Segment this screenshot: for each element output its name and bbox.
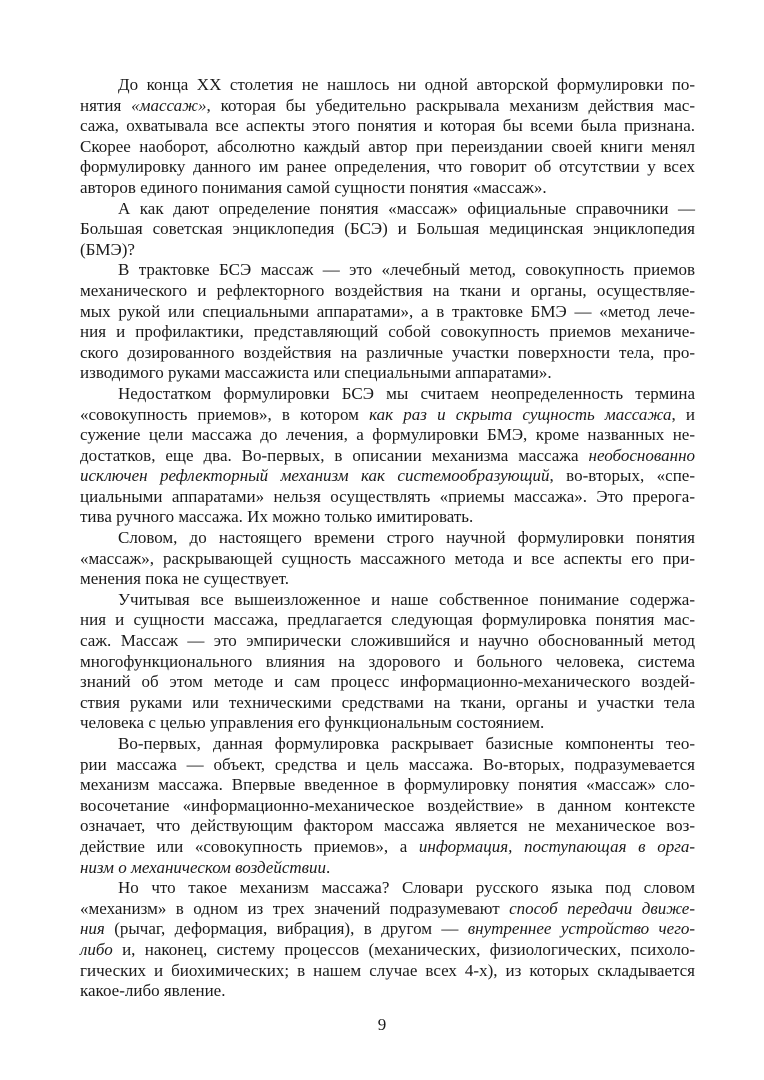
text-segment: (рычаг, деформация, вибрация), в другом —: [104, 919, 468, 939]
text-segment: изводимого руками массажиста или специальными аппаратами».: [80, 363, 552, 383]
text-line: [80, 734, 695, 755]
italic-text: либо: [80, 939, 113, 959]
text-segment: , и: [671, 404, 696, 424]
italic-text: низм о механическом воздействии: [80, 857, 327, 877]
text-line: [80, 590, 695, 611]
text-segment: А как дают определение понятия «массаж» официальные справочники —: [118, 198, 695, 218]
italic-text: способ передачи движе-: [509, 898, 695, 918]
text-segment: Скорее наоборот, абсолютно каждый автор при переиздании своей книги менял: [80, 136, 695, 156]
text-segment: ствия руками или техническими средствами на ткани, органы и участки тела: [80, 692, 695, 712]
text-line: [80, 713, 695, 734]
text-segment: какое-либо явление.: [80, 981, 226, 1001]
text-line: [80, 899, 695, 920]
paragraph: [80, 878, 695, 1002]
text-segment: «массаж», раскрывающей сущность массажного метода и все аспекты его при-: [80, 548, 695, 568]
text-segment: , во-вторых, «спе-: [549, 466, 695, 486]
text-line: [80, 116, 695, 137]
text-line: [80, 796, 695, 817]
paragraph: [80, 528, 695, 590]
text-segment: (БМЭ)?: [80, 239, 135, 259]
text-segment: Недостатком формулировки БСЭ мы считаем неопределенность термина: [118, 383, 695, 403]
text-line: [80, 178, 695, 199]
text-segment: .: [326, 857, 331, 877]
text-segment: авторов единого понимания самой сущности понятия «массаж».: [80, 177, 547, 197]
text-line: [80, 466, 695, 487]
text-line: [80, 219, 695, 240]
text-line: [80, 199, 695, 220]
text-line: [80, 240, 695, 261]
text-line: [80, 837, 695, 858]
paragraph: [80, 590, 695, 734]
text-segment: тива ручного массажа. Их можно только имитировать.: [80, 507, 474, 527]
text-line: [80, 549, 695, 570]
text-line: [80, 507, 695, 528]
text-segment: ния и профилактики, представляющий собой совокупность приемов механиче-: [80, 322, 695, 342]
text-line: [80, 816, 695, 837]
text-line: [80, 919, 695, 940]
text-line: [80, 961, 695, 982]
italic-text: необоснованно: [588, 445, 695, 465]
paragraph: [80, 75, 695, 199]
text-segment: означает, что действующим фактором массажа является не механическое воз-: [80, 816, 695, 836]
text-segment: Большая советская энциклопедия (БСЭ) и Большая медицинская энциклопедия: [80, 219, 695, 239]
text-segment: достатков, еще два. Во-первых, в описании механизма массажа: [80, 445, 589, 465]
italic-text: как раз и скрыта сущность массажа: [369, 404, 672, 424]
text-line: [80, 302, 695, 323]
text-segment: механизм массажа. Впервые введенное в формулировку понятия «массаж» сло-: [80, 775, 695, 795]
text-line: [80, 693, 695, 714]
text-line: [80, 446, 695, 467]
text-segment: «механизм» в одном из трех значений подразумевают: [80, 898, 510, 918]
text-segment: Во-первых, данная формулировка раскрывает базисные компоненты тео-: [118, 734, 695, 753]
italic-text: «массаж»: [131, 95, 207, 115]
text-segment: «совокупность приемов», в котором: [80, 404, 370, 424]
text-segment: и, наконец, систему процессов (механических, физиологических, психоло-: [112, 939, 695, 959]
text-line: [80, 260, 695, 281]
text-line: [80, 281, 695, 302]
text-line: [80, 157, 695, 178]
text-segment: Словом, до настоящего времени строго научной формулировки понятия: [118, 528, 695, 548]
text-segment: восочетание «информационно-механическое воздействие» в данном контексте: [80, 795, 695, 815]
paragraph: [80, 260, 695, 384]
text-line: [80, 75, 695, 96]
text-segment: Но что такое механизм массажа? Словари русского языка под словом: [118, 878, 695, 898]
text-segment: мых рукой или специальными аппаратами», а в трактовке БМЭ — «метод лече-: [80, 301, 695, 321]
italic-text: ния: [80, 919, 105, 939]
text-segment: многофункционального влияния на здорового и больного человека, система: [80, 651, 695, 671]
page-body-text: [80, 75, 695, 1002]
text-segment: нятия: [80, 95, 132, 115]
text-segment: формулировку данного им ранее определения, что говорит об отсутствии у всех: [80, 157, 695, 177]
text-segment: ния и сущности массажа, предлагается следующая формулировка понятия мас-: [80, 610, 695, 630]
text-segment: сажа, охватывала все аспекты этого понятия и которая бы всеми была признана.: [80, 116, 695, 136]
text-line: [80, 878, 695, 899]
page-number: 9: [377, 1015, 387, 1034]
text-segment: В трактовке БСЭ массаж — это «лечебный метод, совокупность приемов: [118, 260, 695, 280]
text-line: [80, 487, 695, 508]
text-line: [80, 981, 695, 1002]
text-line: [80, 672, 695, 693]
text-line: [80, 652, 695, 673]
text-line: [80, 631, 695, 652]
text-segment: рии массажа — объект, средства и цель массажа. Во-вторых, подразумевается: [80, 754, 695, 774]
text-line: [80, 137, 695, 158]
text-segment: ского дозированного воздействия на различные участки поверхности тела, про-: [80, 342, 695, 362]
text-segment: знаний об этом методе и сам процесс информационно-механического воздей-: [80, 672, 695, 692]
text-line: [80, 775, 695, 796]
italic-text: информация, поступающая в орга-: [418, 836, 695, 856]
paragraph: [80, 384, 695, 528]
text-line: [80, 96, 695, 117]
text-line: [80, 940, 695, 961]
text-segment: , которая бы убедительно раскрывала механизм действия мас-: [206, 95, 696, 115]
text-segment: саж. Массаж — это эмпирически сложившийся и научно обоснованный метод: [80, 631, 695, 651]
paragraph: [80, 734, 695, 878]
text-line: [80, 384, 695, 405]
text-segment: сужение цели массажа до лечения, а формулировки БМЭ, кроме названных не-: [80, 425, 695, 445]
text-segment: Учитывая все вышеизложенное и наше собственное понимание содержа-: [118, 589, 695, 609]
text-line: [80, 425, 695, 446]
italic-text: исключен рефлекторный механизм как системообразующий: [80, 466, 550, 486]
text-segment: циальными аппаратами» нельзя осуществлять «приемы массажа». Это прерога-: [80, 486, 695, 506]
text-segment: человека с целью управления его функциональным состоянием.: [80, 713, 545, 733]
text-segment: действие или «совокупность приемов», а: [80, 836, 419, 856]
text-line: [80, 363, 695, 384]
text-segment: До конца XX столетия не нашлось ни одной авторской формулировки по-: [118, 75, 695, 94]
text-line: [80, 755, 695, 776]
text-line: [80, 322, 695, 343]
text-line: [80, 343, 695, 364]
text-segment: менения пока не существует.: [80, 569, 290, 589]
paragraph: [80, 199, 695, 261]
text-line: [80, 858, 695, 879]
text-line: [80, 405, 695, 426]
italic-text: внутреннее устройство чего-: [467, 919, 695, 939]
text-segment: механического и рефлекторного воздействия на ткани и органы, осуществляе-: [80, 280, 695, 300]
text-segment: гических и биохимических; в нашем случае всех 4-х), из которых складывается: [80, 960, 695, 980]
text-line: [80, 610, 695, 631]
text-line: [80, 569, 695, 590]
text-line: [80, 528, 695, 549]
